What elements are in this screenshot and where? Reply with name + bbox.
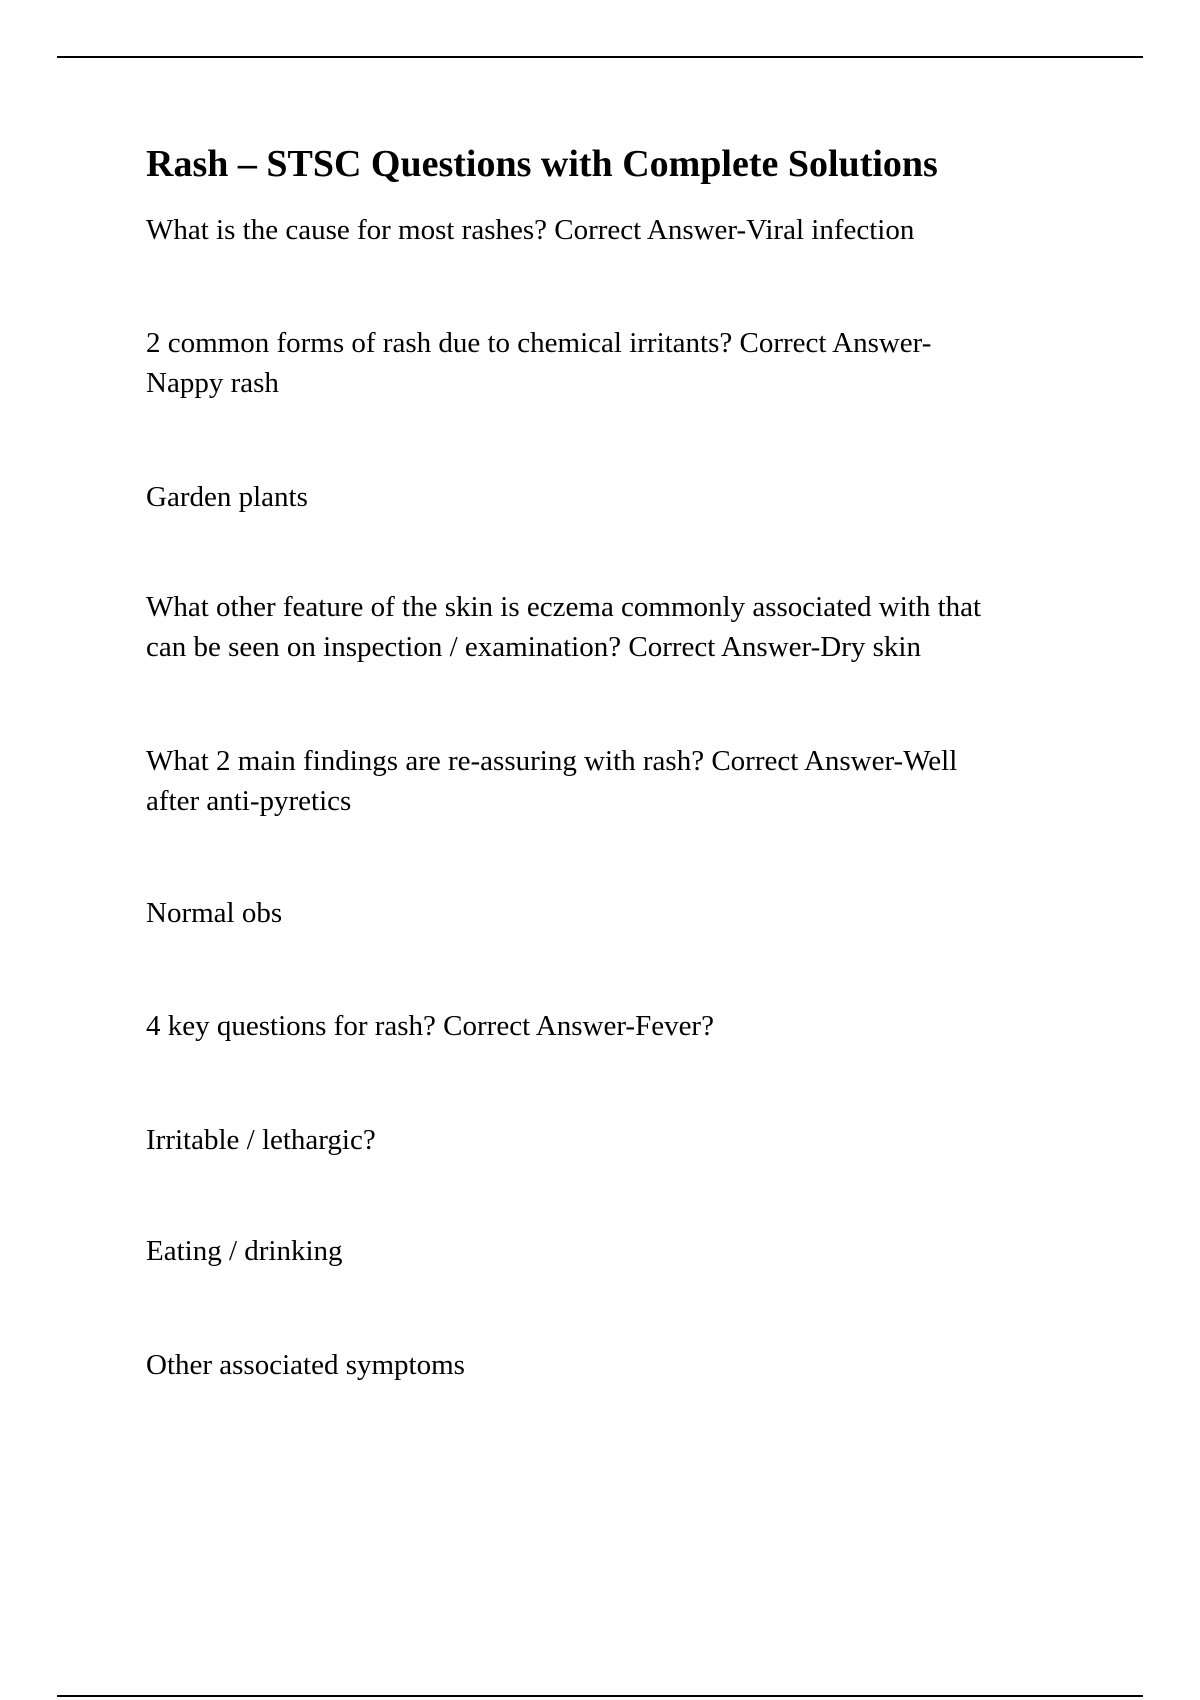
question-2-line-2: Nappy rash (146, 367, 279, 399)
answer-garden-plants: Garden plants (146, 481, 308, 513)
answer-irritable: Irritable / lethargic? (146, 1124, 376, 1156)
answer-normal-obs: Normal obs (146, 897, 283, 929)
question-1: What is the cause for most rashes? Correct Answer-Viral infection (146, 214, 915, 246)
page-title: Rash – STSC Questions with Complete Solutions (146, 143, 938, 185)
header-rule (57, 56, 1143, 58)
question-4-line-1: What 2 main findings are re-assuring with rash? Correct Answer-Well (146, 745, 958, 777)
question-3-line-1: What other feature of the skin is eczema commonly associated with that (146, 591, 982, 623)
footer-rule (57, 1695, 1143, 1697)
question-2-line-1: 2 common forms of rash due to chemical irritants? Correct Answer- (146, 327, 932, 359)
answer-other-symptoms: Other associated symptoms (146, 1349, 465, 1381)
question-4-line-2: after anti-pyretics (146, 785, 352, 817)
question-3-line-2: can be seen on inspection / examination? Correct Answer-Dry skin (146, 631, 921, 663)
answer-eating: Eating / drinking (146, 1235, 343, 1267)
question-5: 4 key questions for rash? Correct Answer-Fever? (146, 1010, 714, 1042)
